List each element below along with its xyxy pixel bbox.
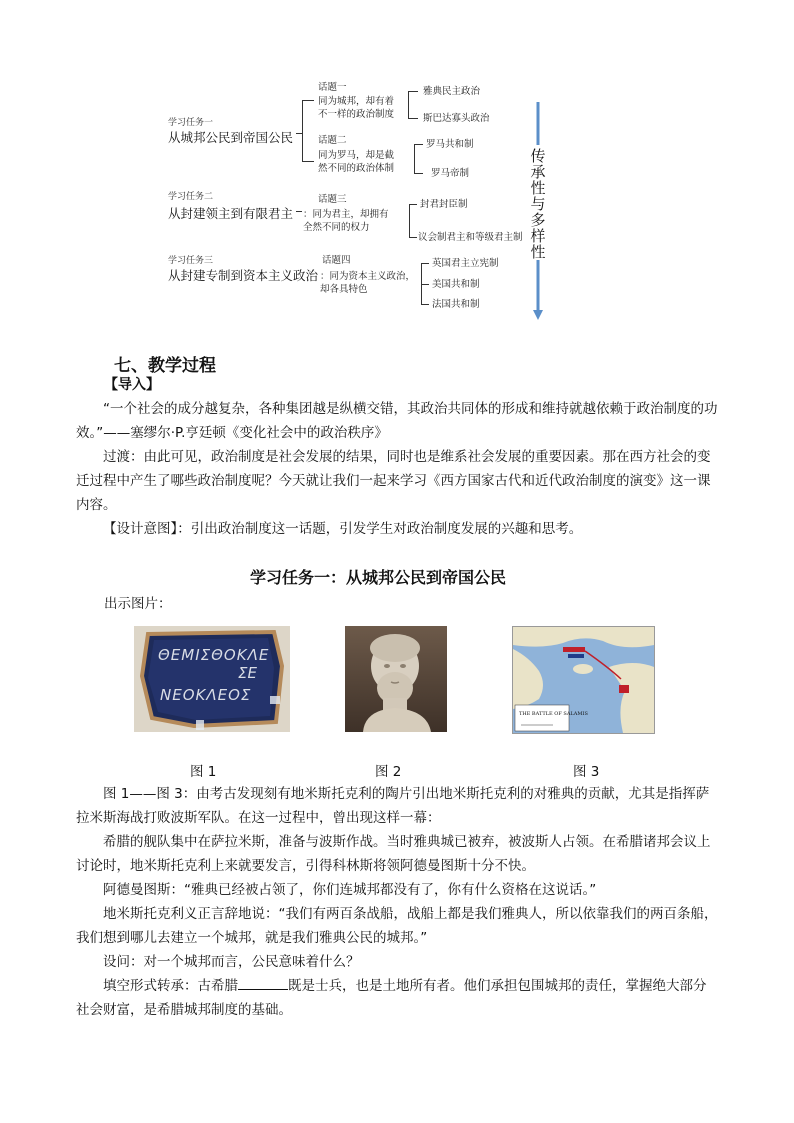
salamis-map-image [513,627,654,733]
bracket-line [421,284,429,285]
task-title: 从封建专制到资本主义政治 [168,268,319,283]
show-pictures-label: 出示图片： [104,596,172,612]
leaf-item: 英国君主立宪制 [432,258,499,269]
leaf-item: 斯巴达寡头政治 [423,113,490,124]
fill-prefix: 填空形式转承：古希腊 [103,978,238,994]
task-tag: 学习任务三 [168,256,214,266]
leaf-item: 法国共和制 [432,299,480,310]
topic-tag: 话题二 [318,135,347,146]
bracket-line [409,204,410,238]
bracket-line [296,211,302,212]
figure-caption: 图 2 [375,764,402,780]
question-paragraph: 设问：对一个城邦而言，公民意味着什么？ [103,954,360,970]
bracket-line [421,263,429,264]
ostracon-inscription: ΘEMIΣΘOKΛE [158,646,270,664]
bracket-line [414,144,415,174]
task-title: 从封建领主到有限君主 [168,206,294,221]
transition-paragraph: 过渡：由此可见，政治制度是社会发展的结果，同时也是维系社会发展的重要因素。那在西方社会的变迁过程中产生了哪些政治制度呢？今天就让我们一起来学习《西方国家古代和近代政治制度的演变》这一课内容。 [76,449,711,513]
section-title: 七、教学过程 [114,356,216,376]
bracket-line [408,91,409,119]
leaf-item: 封君封臣制 [420,199,468,210]
task-tag: 学习任务一 [168,118,214,128]
bracket-line [414,173,423,174]
figure-description: 图 1——图 3：由考古发现刻有地米斯托克利的陶片引出地米斯托克利的对雅典的贡献，尤其是指挥萨拉米斯海战打败波斯军队。在这一过程中，曾出现这样一幕： [76,786,710,826]
task-tag: 学习任务二 [168,192,214,202]
topic-text: 全然不同的权力 [303,222,370,233]
topic-text: 不一样的政治制度 [318,109,395,120]
topic-text: 然不同的政治体制 [318,163,395,174]
fill-paragraph [76,974,718,1022]
story-paragraph: 地米斯托克利义正言辞地说：“我们有两百条战船，战船上都是我们雅典人，所以依靠我们的两百条船，我们想到哪儿去建立一个城邦，就是我们雅典公民的城邦。” [76,906,718,946]
figure-bust [345,626,447,732]
ostracon-inscription: NEOKΛEOΣ [160,686,252,704]
bracket-line [421,304,429,305]
bracket-line [302,100,303,162]
bracket-line [302,100,314,101]
bracket-line [414,144,423,145]
fill-suffix: 既是士兵，也是土地所有者。他们承担包围城邦的责任，掌握绝大部分社会财富，是希腊城邦制度的基础。 [76,978,707,1018]
bracket-line [408,118,418,119]
map-title: THE BATTLE OF SALAMIS [519,711,588,717]
topic-text: ：同为资本主义政治， [320,271,416,282]
leaf-item: 美国共和制 [432,279,480,290]
figure-caption: 图 3 [573,764,600,780]
topic-tag: 话题四 [322,255,351,266]
figure-map [512,626,655,734]
quote-paragraph: “一个社会的成分越复杂，各种集团越是纵横交错，其政治共同体的形成和维持就越依赖于政治制度的功效。”——塞缪尔·P.亨廷顿《变化社会中的政治秩序》 [76,401,718,441]
topic-text: 却各具特色 [320,284,368,295]
side-label: 传承性与多样性 [530,147,546,261]
design-intent: 【设计意图】：引出政治制度这一话题，引发学生对政治制度发展的兴趣和思考。 [103,521,583,537]
intro-label: 【导入】 [104,377,160,393]
task1-heading: 学习任务一：从城邦公民到帝国公民 [250,568,507,587]
bracket-line [408,91,418,92]
topic-text: 同为罗马，却是截 [318,150,395,161]
bracket-line [302,161,314,162]
topic-text: ：同为君主，却拥有 [303,209,389,220]
leaf-item: 雅典民主政治 [423,86,481,97]
topic-tag: 话题一 [318,82,347,93]
topic-tag: 话题三 [318,194,347,205]
leaf-item: 罗马帝制 [431,168,470,179]
fill-blank[interactable] [238,975,288,990]
bracket-line [409,204,417,205]
figure-caption: 图 1 [190,764,217,780]
ostracon-inscription: ΣE [238,664,257,682]
bust-image [345,626,447,732]
leaf-item: 罗马共和制 [426,139,474,150]
task-title: 从城邦公民到帝国公民 [168,130,294,145]
story-paragraph: 希腊的舰队集中在萨拉米斯，准备与波斯作战。当时雅典城已被弃，被波斯人占领。在希腊诸邦会议上讨论时，地米斯托克利上来就要发言，引得科林斯将领阿德曼图斯十分不快。 [76,834,711,874]
figure-ostracon [134,626,290,732]
topic-text: 同为城邦，却有着 [318,96,395,107]
ostracon-image [134,626,290,732]
bracket-line [409,237,417,238]
story-paragraph: 阿德曼图斯：“雅典已经被占领了，你们连城邦都没有了，你有什么资格在这说话。” [103,882,597,898]
leaf-item: 议会制君主和等级君主制 [418,232,523,243]
